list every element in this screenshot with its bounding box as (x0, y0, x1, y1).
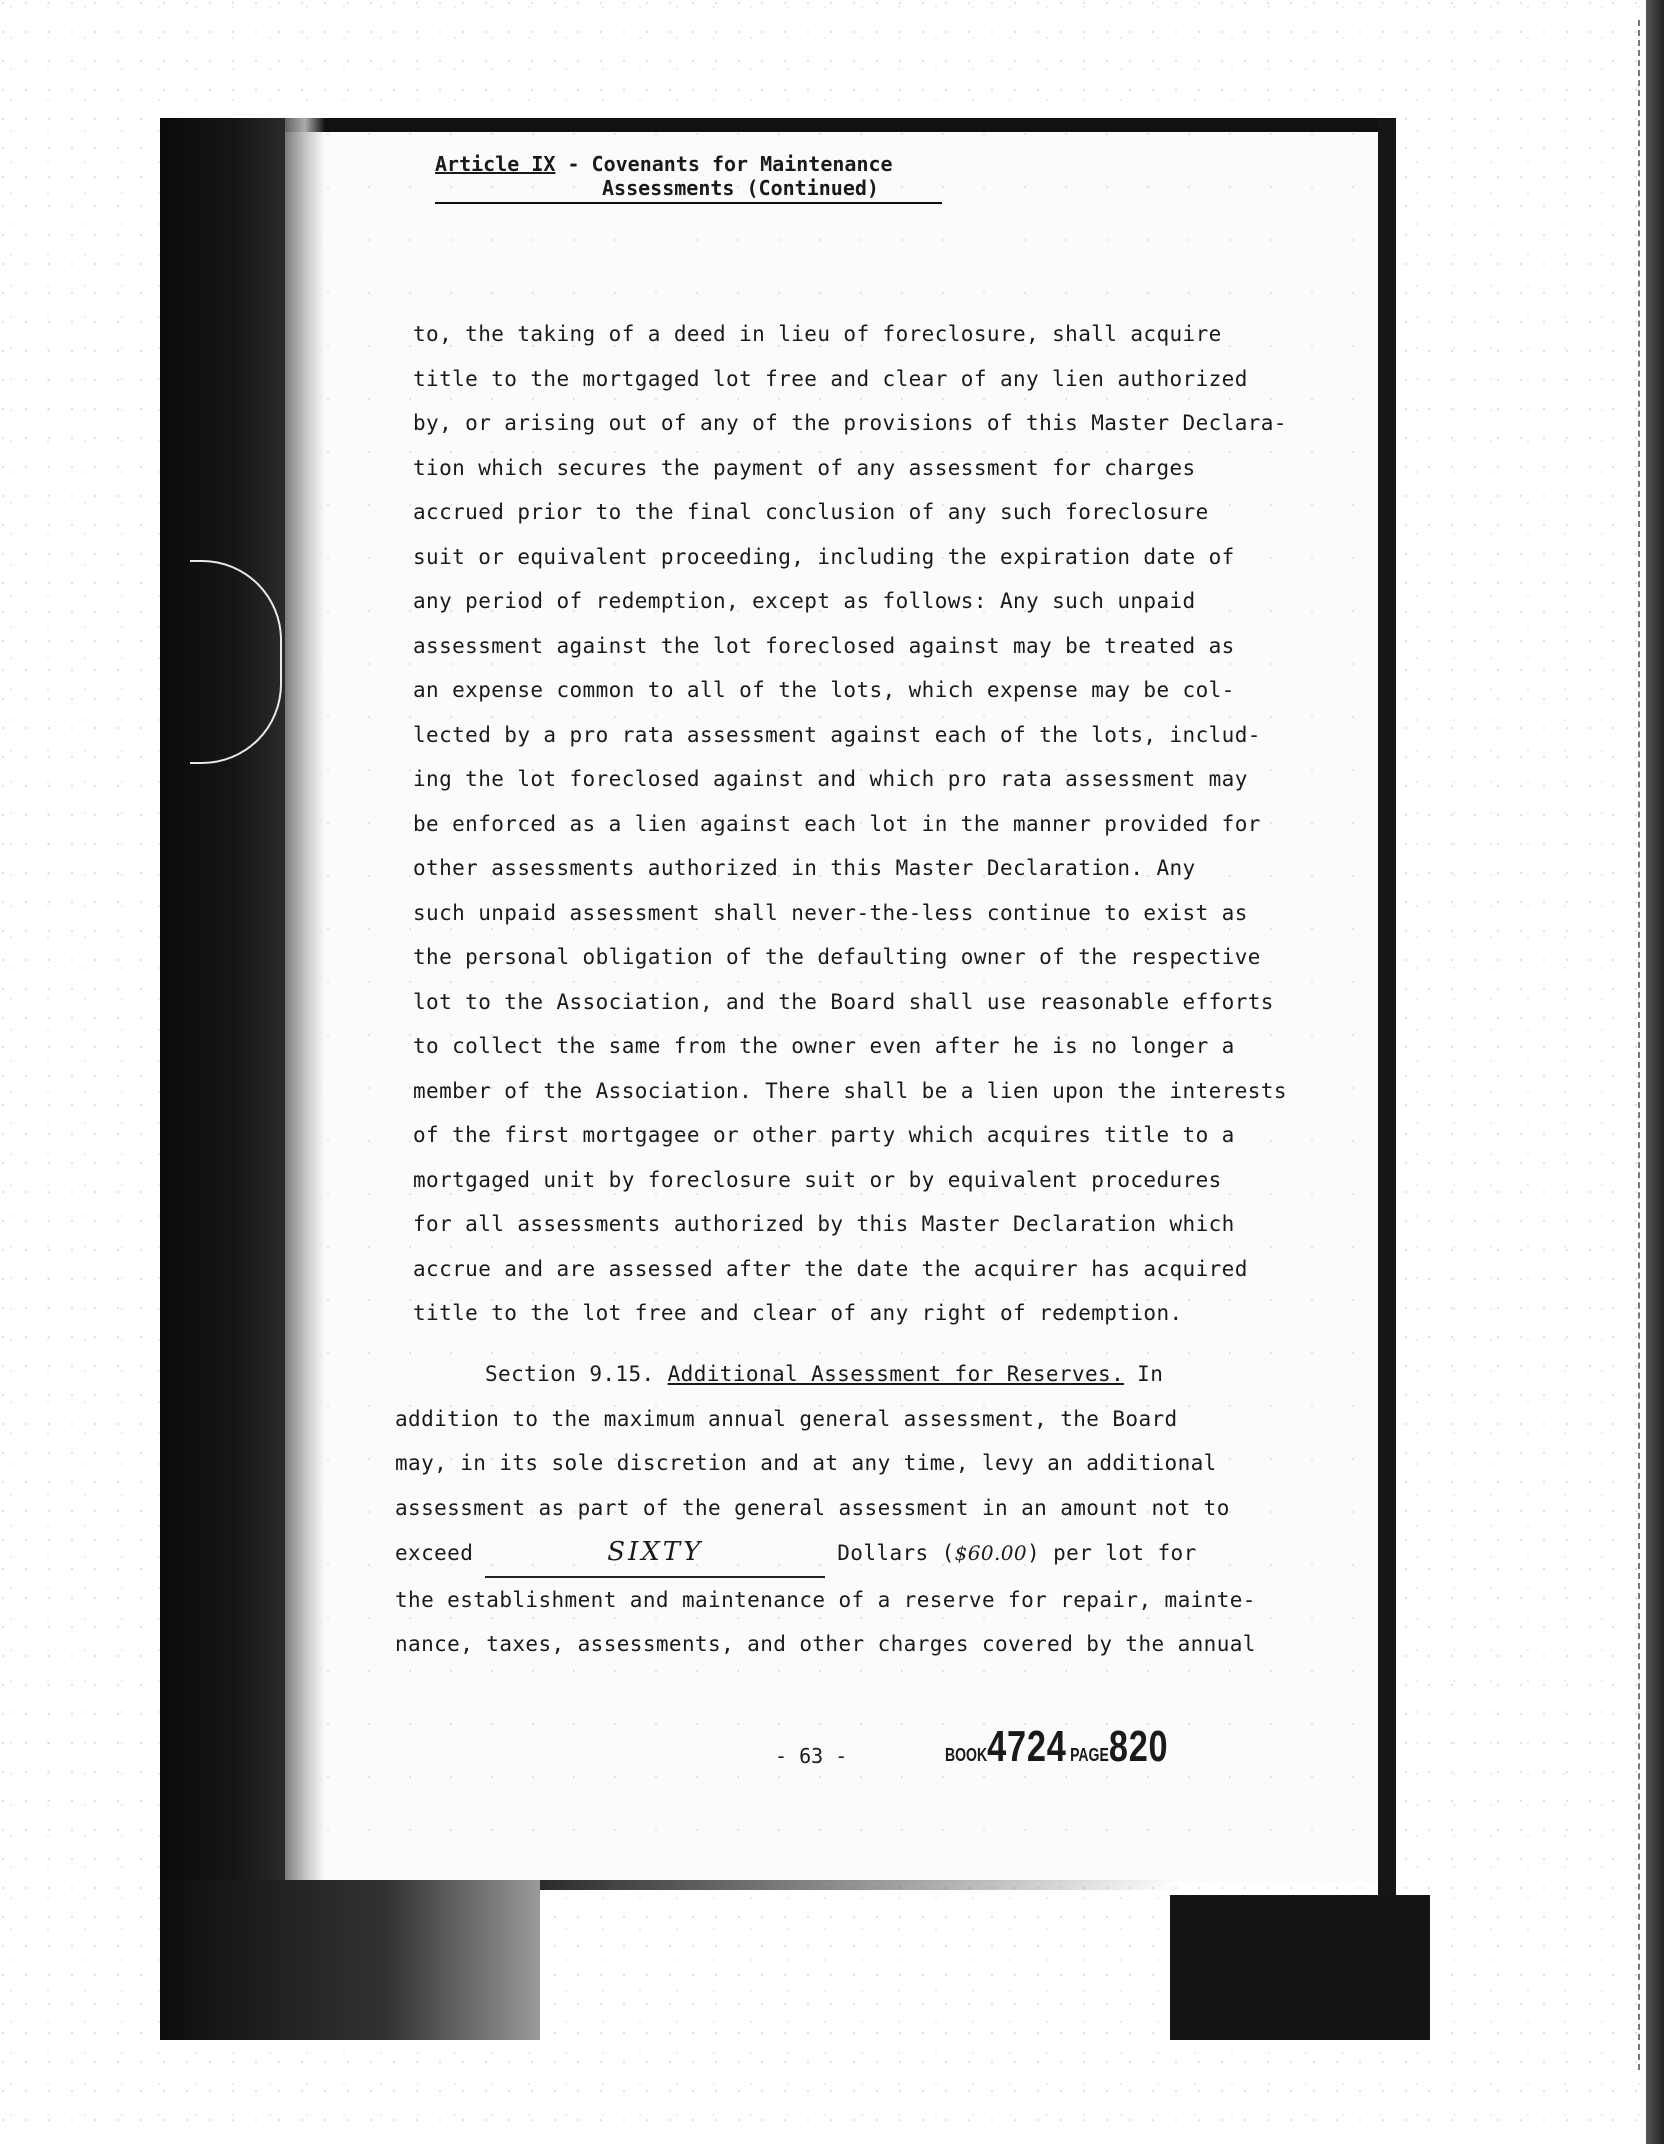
document-page (285, 132, 1378, 1882)
handwritten-figure: $60.00 (954, 1541, 1028, 1565)
dollars-text: Dollars ( (837, 1541, 955, 1565)
paragraph-line: to collect the same from the owner even after he is no longer a (413, 1034, 1235, 1058)
section-line: the establishment and maintenance of a reserve for repair, mainte- (395, 1587, 1256, 1612)
section-line: assessment as part of the general assessment in an amount not to (395, 1495, 1230, 1520)
paragraph-line: suit or equivalent proceeding, including the expiration date of (413, 544, 1235, 569)
section-title: Additional Assessment for Reserves. (667, 1362, 1125, 1386)
page-header (435, 152, 942, 204)
paragraph-line: to, the taking of a deed in lieu of foreclosure, shall acquire (413, 322, 1222, 346)
section-heading-line (395, 1352, 1315, 1397)
paragraph-line: other assessments authorized in this Master Declaration. Any (413, 856, 1196, 880)
section-line: nance, taxes, assessments, and other charges covered by the annual (395, 1632, 1256, 1656)
scan-right-edge (1646, 0, 1664, 2144)
book-number: 4724 (987, 1722, 1067, 1771)
paragraph-line: title to the lot free and clear of any right of redemption. (413, 1301, 1183, 1325)
book-page-stamp (945, 1722, 1168, 1772)
paragraph-line: lot to the Association, and the Board shall use reasonable efforts (413, 989, 1274, 1014)
paragraph-line: lected by a pro rata assessment against each of the lots, includ- (413, 722, 1261, 747)
paragraph-line: by, or arising out of any of the provisions of this Master Declara- (413, 411, 1287, 435)
paragraph-line: mortgaged unit by foreclosure suit or by equivalent procedures (413, 1167, 1222, 1192)
scan-band-right (1378, 118, 1396, 2008)
paragraph-line: ing the lot foreclosed against and which pro rata assessment may (413, 767, 1248, 791)
paragraph-line: tion which secures the payment of any assessment for charges (413, 455, 1196, 480)
handwritten-amount: SIXTY (607, 1537, 704, 1567)
scan-band-bottom (540, 1880, 1180, 1890)
scan-margin-line (1638, 20, 1642, 2070)
paragraph-line: such unpaid assessment shall never-the-less continue to exist as (413, 900, 1248, 925)
header-dash: - (555, 152, 592, 176)
paragraph-line: be enforced as a lien against each lot in the manner provided for (413, 811, 1261, 836)
article-number: Article IX (435, 152, 556, 176)
scan-band-bottom-right (1170, 1895, 1430, 2040)
page-label: PAGE (1070, 1745, 1109, 1765)
exceed-line (395, 1530, 1315, 1578)
scan-band-left-gradient (285, 118, 325, 2038)
section-number: Section 9.15. (485, 1362, 655, 1386)
paragraph-line: an expense common to all of the lots, which expense may be col- (413, 678, 1235, 702)
book-label: BOOK (945, 1745, 988, 1765)
page-value: 820 (1108, 1722, 1169, 1771)
paragraph-line: member of the Association. There shall be a lien upon the interests (413, 1078, 1287, 1103)
section-9-15 (395, 1352, 1315, 1667)
section-line: addition to the maximum annual general assessment, the Board (395, 1406, 1178, 1431)
scan-band-top (160, 118, 1380, 132)
section-title-continuation: In (1137, 1362, 1164, 1386)
body-paragraph (413, 312, 1313, 1336)
per-lot-text: ) per lot for (1027, 1541, 1197, 1565)
exceed-prefix: exceed (395, 1541, 474, 1565)
paragraph-line: for all assessments authorized by this Master Declaration which (413, 1212, 1235, 1236)
paragraph-line: accrue and are assessed after the date the acquirer has acquired (413, 1256, 1248, 1281)
paragraph-line: of the first mortgagee or other party which acquires title to a (413, 1123, 1235, 1147)
scan-band-bottom-left (160, 1880, 540, 2040)
paragraph-line: accrued prior to the final conclusion of any such foreclosure (413, 500, 1209, 524)
paragraph-line: assessment against the lot foreclosed against may be treated as (413, 633, 1235, 658)
section-line: may, in its sole discretion and at any time, levy an additional (395, 1451, 1217, 1475)
page-number: - 63 - (775, 1744, 848, 1768)
header-title-line2: Assessments (Continued) (435, 176, 942, 204)
paragraph-line: any period of redemption, except as follows: Any such unpaid (413, 589, 1196, 613)
header-title-line1: Covenants for Maintenance (591, 152, 893, 176)
amount-blank (485, 1530, 825, 1578)
paragraph-line: title to the mortgaged lot free and clear of any lien authorized (413, 366, 1248, 391)
scan-band-left (160, 118, 285, 2038)
paragraph-line: the personal obligation of the defaulting owner of the respective (413, 945, 1261, 969)
